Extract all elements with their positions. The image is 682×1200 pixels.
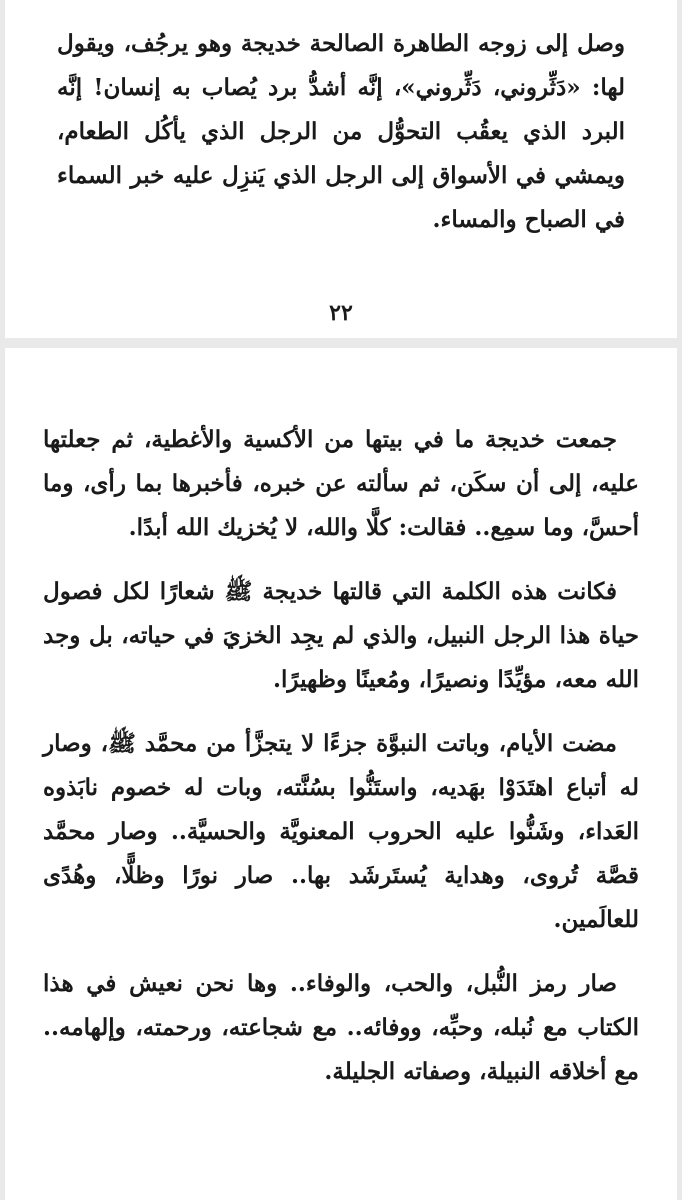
text-line: الصباح والمساء.	[432, 206, 587, 233]
top-page-text	[57, 22, 625, 242]
text-line: ويقول لها: «دَثِّروني، دَثِّروني»، إنَّه أشدُّ برد يُصاب به إنسان!	[57, 30, 625, 101]
bottom-page	[5, 348, 677, 1200]
bottom-page-text	[43, 418, 639, 1114]
paragraph: جمعت خديجة ما في بيتها من الأكسية والأغطية، ثم جعلتها عليه، إلى أن سكَن، ثم سألته عن خبره، فأخبرها بما رأى، وما أحسَّ، وما سمِع.. فقالت: كلَّا والله، لا يُخزيك الله أبدًا.	[43, 426, 639, 541]
paragraph: فكانت هذه الكلمة التي قالتها خديجة ﷺ شعارًا لكل فصول حياة هذا الرجل النبيل، والذي لم يجِد الخزيَ في حياته، بل وجد الله معه، مؤيِّدًا ونصيرًا، ومُعينًا وظهيرًا.	[43, 578, 639, 693]
top-page	[5, 0, 677, 338]
text-line: ويمشي في الأسواق إلى الرجل الذي يَنزِل عليه خبر السماء في	[57, 162, 625, 233]
page-number: ٢٢	[329, 300, 353, 326]
paragraph: مضت الأيام، وباتت النبوَّة جزءًا لا يتجزَّأ من محمَّد ﷺ، وصار له أتباع اهتَدَوْا بهَديه، واستَنُّوا بسُنَّته، وبات له خصوم نابَذوه العَداء، وشَنُّوا عليه الحروب المعنويَّة والحسيَّة.. وصار محمَّد قصَّة تُروى، وهداية يُستَرشَد بها.. صار نورًا وظلًّا، وهُدًى للعالَمين.	[43, 730, 639, 933]
text-line: إنَّه البرد الذي يعقُب التحوُّل من الرجل الذي يأكُل الطعام،	[57, 74, 625, 145]
text-line: وصل إلى زوجه الطاهرة الصالحة خديجة وهو يرجُف،	[123, 30, 625, 57]
paragraph: صار رمز النُّبل، والحب، والوفاء.. وها نحن نعيش في هذا الكتاب مع نُبله، وحبِّه، ووفائه.. مع شجاعته، ورحمته، وإلهامه.. مع أخلاقه النبيلة، وصفاته الجليلة.	[43, 970, 639, 1085]
